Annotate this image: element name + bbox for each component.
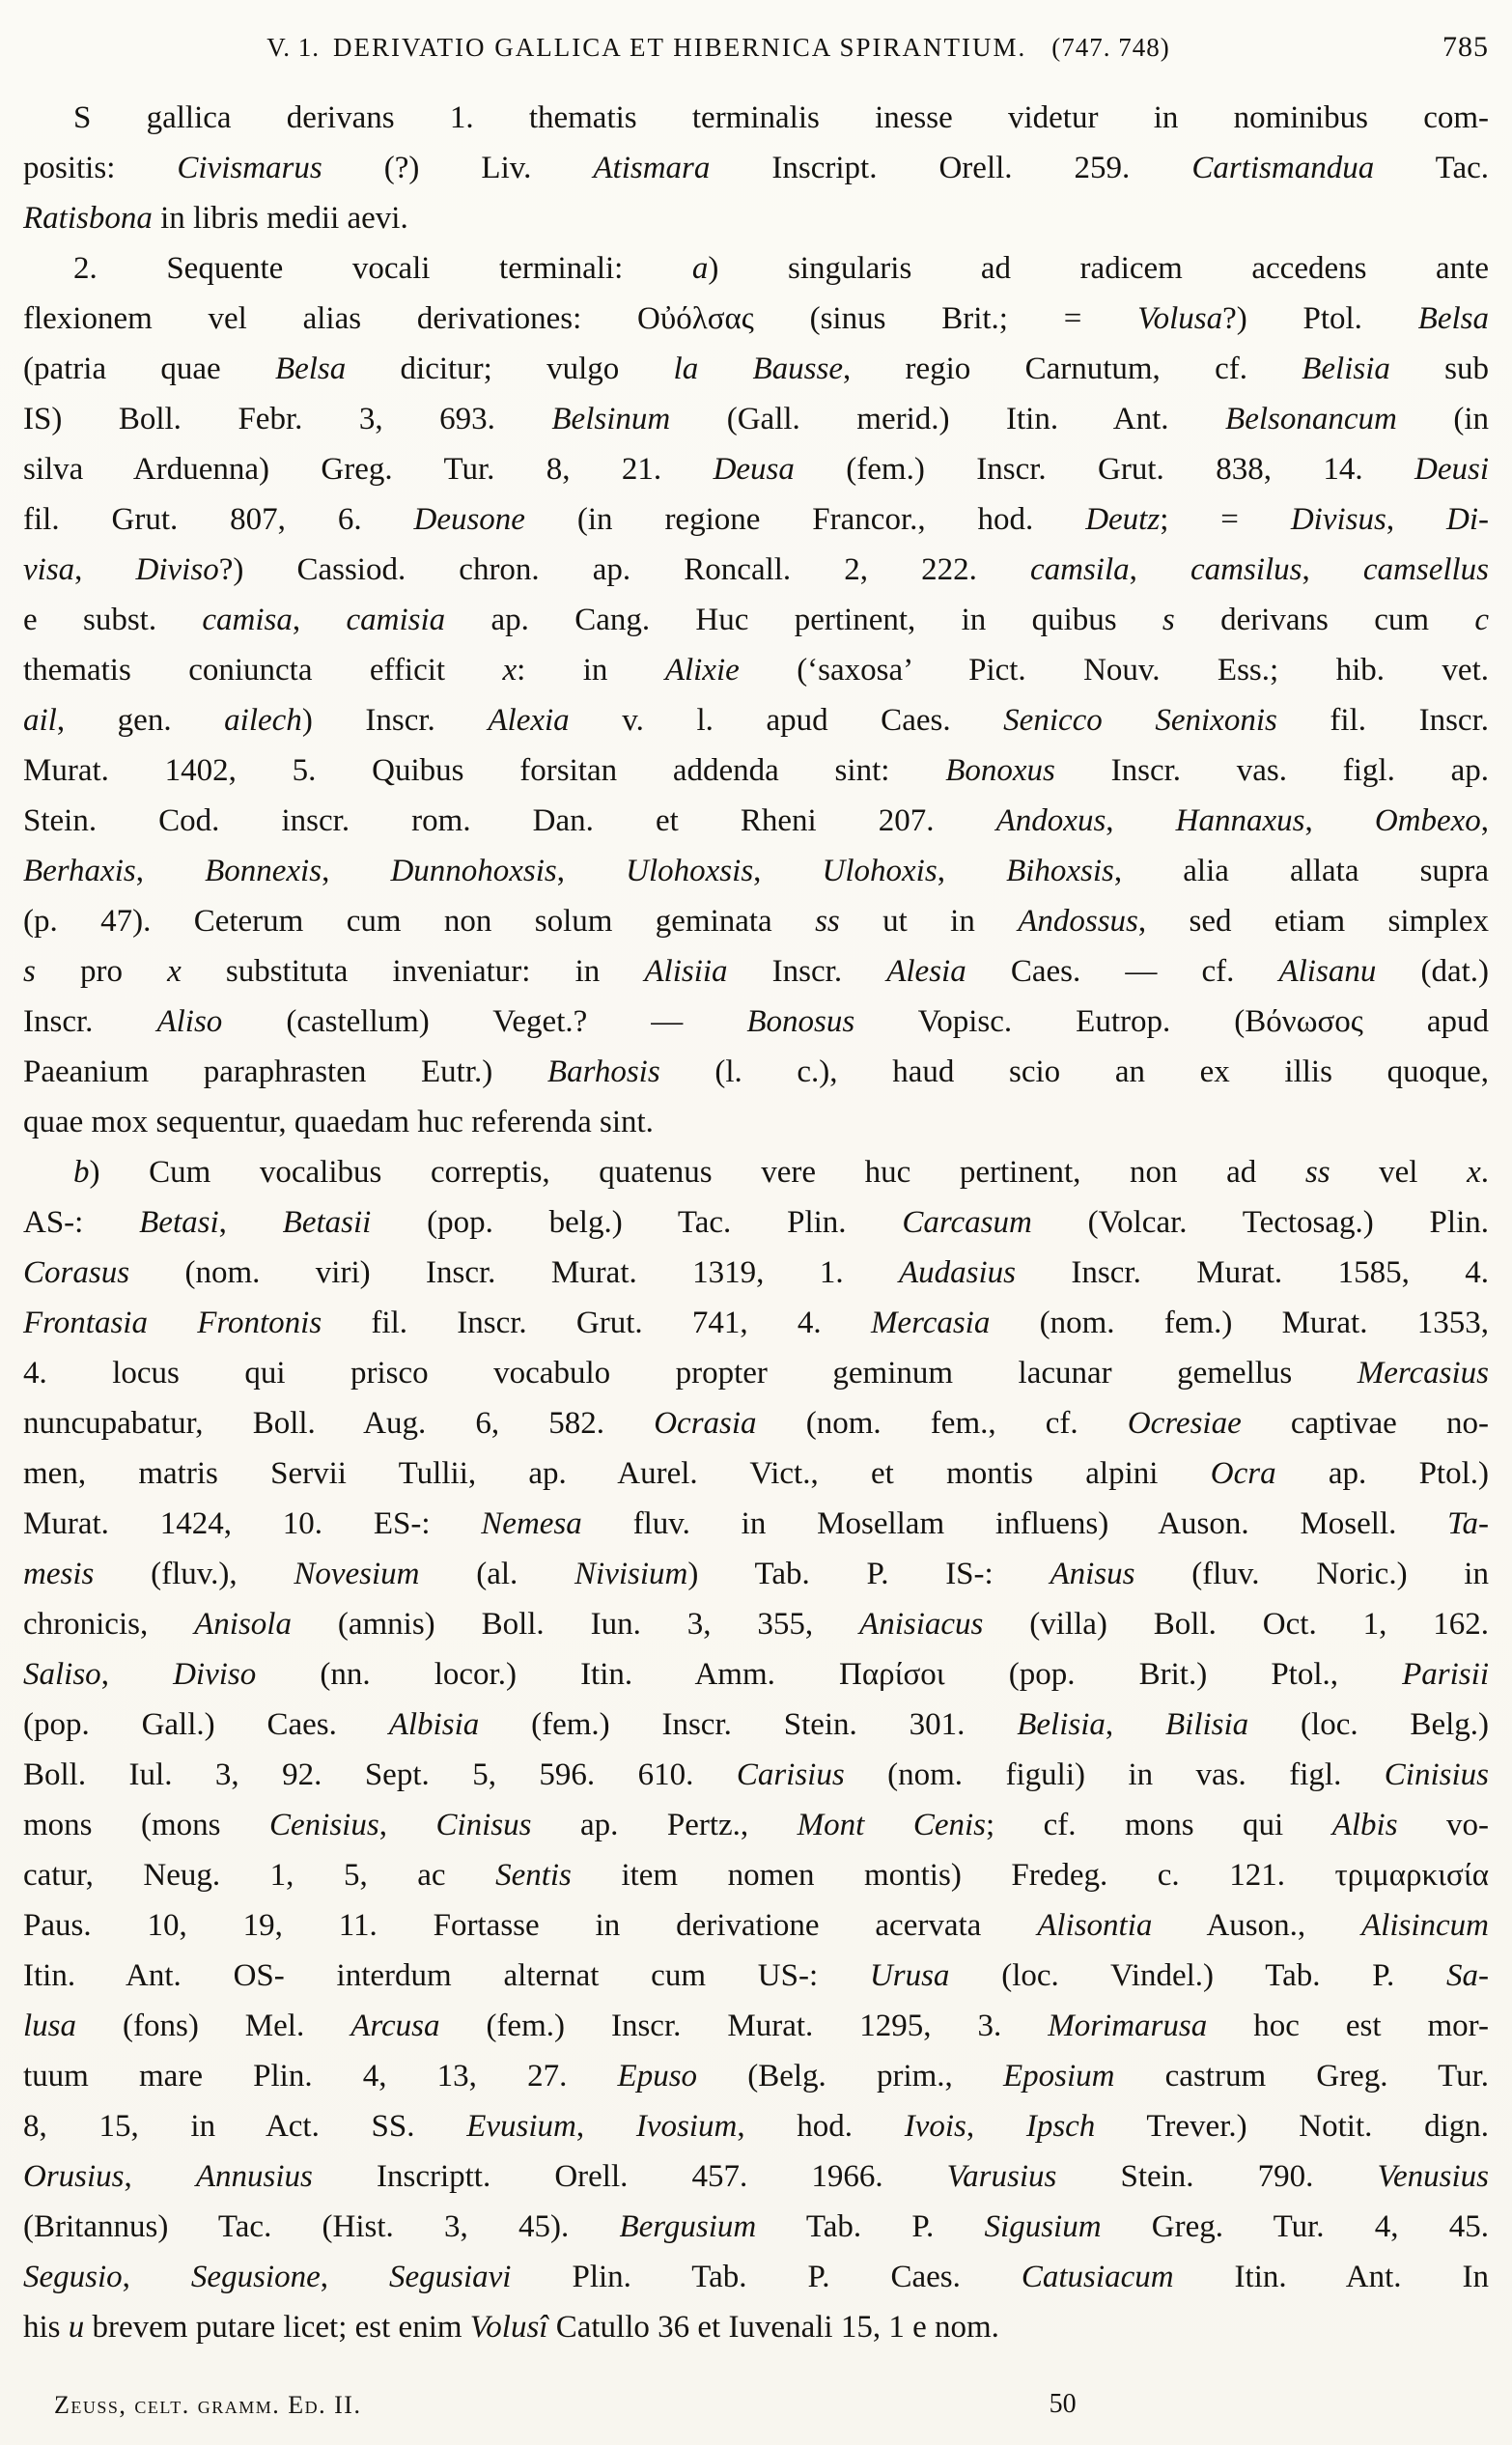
page-number: 785 [1442, 31, 1489, 63]
header-title-group [23, 32, 1414, 65]
text-line: fil. Grut. 807, 6. Deusone (in regione Francor., hod. Deutz; = Divisus, Di- [23, 501, 1489, 537]
text-line: Segusio, Segusione, Segusiavi Plin. Tab. P. Caes. Catusiacum Itin. Ant. In [23, 2259, 1490, 2294]
text-line: quae mox sequentur, quaedam huc referenda sint. [23, 1104, 654, 1139]
text-line: men, matris Servii Tullii, ap. Aurel. Vict., et montis alpini Ocra ap. Ptol.) [23, 1455, 1490, 1491]
text-line: Murat. 1402, 5. Quibus forsitan addenda sint: Bonoxus Inscr. vas. figl. ap. [23, 752, 1490, 788]
chapter-number: V. 1. [266, 33, 321, 62]
text-line: Murat. 1424, 10. ES-: Nemesa fluv. in Mosellam influens) Auson. Mosell. Ta- [23, 1505, 1489, 1541]
text-line: (pop. Gall.) Caes. Albisia (fem.) Inscr. Stein. 301. Belisia, Bilisia (loc. Belg.) [23, 1706, 1489, 1742]
text-line: 8, 15, in Act. SS. Evusium, Ivosium, hod. Ivois, Ipsch Trever.) Notit. dign. [23, 2108, 1490, 2144]
text-line: flexionem vel alias derivationes: Οὐόλσας (sinus Brit.; = Volusa?) Ptol. Belsa [23, 300, 1489, 336]
text-line: visa, Diviso?) Cassiod. chron. ap. Roncall. 2, 222. camsila, camsilus, camsellus [23, 551, 1490, 587]
text-line: IS) Boll. Febr. 3, 693. Belsinum (Gall. merid.) Itin. Ant. Belsonancum (in [23, 401, 1489, 436]
text-line: Boll. Iul. 3, 92. Sept. 5, 596. 610. Carisius (nom. figuli) in vas. figl. Cinisius [23, 1756, 1489, 1792]
text-line: Berhaxis, Bonnexis, Dunnohoxsis, Ulohoxsis, Ulohoxis, Bihoxsis, alia allata supra [23, 853, 1490, 888]
text-line: catur, Neug. 1, 5, ac Sentis item nomen montis) Fredeg. c. 121. τριμαρκισία [23, 1857, 1490, 1893]
text-line: ail, gen. ailech) Inscr. Alexia v. l. apud Caes. Senicco Senixonis fil. Inscr. [23, 702, 1489, 738]
text-line: Itin. Ant. OS- interdum alternat cum US-: Urusa (loc. Vindel.) Tab. P. Sa- [23, 1957, 1489, 1993]
text-line: mesis (fluv.), Novesium (al. Nivisium) Tab. P. IS-: Anisus (fluv. Noric.) in [23, 1556, 1489, 1591]
text-line: Inscr. Aliso (castellum) Veget.? — Bonosus Vopisc. Eutrop. (Βόνωσος apud [23, 1003, 1489, 1039]
text-line: (p. 47). Ceterum cum non solum geminata ss ut in Andossus, sed etiam simplex [23, 903, 1489, 939]
chapter-title: DERIVATIO GALLICA ET HIBERNICA SPIRANTIUM. [333, 33, 1027, 62]
text-line: 2. Sequente vocali terminali: a) singularis ad radicem accedens ante [73, 250, 1489, 286]
text-line: tuum mare Plin. 4, 13, 27. Epuso (Belg. prim., Eposium castrum Greg. Tur. [23, 2058, 1489, 2094]
text-line: b) Cum vocalibus correptis, quatenus vere huc pertinent, non ad ss vel x. [73, 1154, 1489, 1190]
text-line: chronicis, Anisola (amnis) Boll. Iun. 3, 355, Anisiacus (villa) Boll. Oct. 1, 162. [23, 1606, 1489, 1642]
paragraph [23, 1147, 1489, 2352]
text-line: 4. locus qui prisco vocabulo propter geminum lacunar gemellus Mercasius [23, 1355, 1489, 1391]
text-line: lusa (fons) Mel. Arcusa (fem.) Inscr. Murat. 1295, 3. Morimarusa hoc est mor- [23, 2008, 1490, 2043]
text-line: Paus. 10, 19, 11. Fortasse in derivatione acervata Alisontia Auson., Alisincum [23, 1907, 1489, 1943]
text-line: Saliso, Diviso (nn. locor.) Itin. Amm. Παρίσοι (pop. Brit.) Ptol., Parisii [23, 1656, 1489, 1692]
paragraph [23, 243, 1489, 1147]
text-line: Stein. Cod. inscr. rom. Dan. et Rheni 207. Andoxus, Hannaxus, Ombexo, [23, 802, 1490, 838]
text-line: Paeanium paraphrasten Eutr.) Barhosis (l. c.), haud scio an ex illis quoque, [23, 1054, 1489, 1089]
paragraph [23, 93, 1489, 243]
text-line: Orusius, Annusius Inscriptt. Orell. 457. 1966. Varusius Stein. 790. Venusius [23, 2158, 1490, 2194]
text-line: (patria quae Belsa dicitur; vulgo la Bausse, regio Carnutum, cf. Belisia sub [23, 351, 1489, 386]
sheet-number: 50 [1049, 2389, 1077, 2419]
text-line: AS-: Betasi, Betasii (pop. belg.) Tac. Plin. Carcasum (Volcar. Tectosag.) Plin. [23, 1204, 1489, 1240]
text-line: e subst. camisa, camisia ap. Cang. Huc pertinent, in quibus s derivans cum c [23, 602, 1490, 637]
folio-reference: (747. 748) [1051, 33, 1170, 62]
text-line: s pro x substituta inveniatur: in Alisiia Inscr. Alesia Caes. — cf. Alisanu (dat.) [23, 953, 1489, 989]
text-line: thematis coniuncta efficit x: in Alixie (‘saxosa’ Pict. Nouv. Ess.; hib. vet. [23, 652, 1489, 688]
page-body [23, 93, 1489, 2352]
text-line: Corasus (nom. viri) Inscr. Murat. 1319, 1. Audasius Inscr. Murat. 1585, 4. [23, 1254, 1489, 1290]
running-header [23, 29, 1489, 66]
text-line: nuncupabatur, Boll. Aug. 6, 582. Ocrasia (nom. fem., cf. Ocresiae captivae no- [23, 1405, 1489, 1441]
text-line: Ratisbona in libris medii aevi. [23, 200, 408, 236]
text-line: silva Arduenna) Greg. Tur. 8, 21. Deusa (fem.) Inscr. Grut. 838, 14. Deusi [23, 451, 1489, 487]
text-line: S gallica derivans 1. thematis terminalis inesse videtur in nominibus com- [73, 99, 1489, 135]
text-line: (Britannus) Tac. (Hist. 3, 45). Bergusium Tab. P. Sigusium Greg. Tur. 4, 45. [23, 2208, 1489, 2244]
edition-signature: Zeuss, celt. gramm. Ed. II. [54, 2391, 362, 2419]
page-footer [23, 2375, 1489, 2422]
text-line: his u brevem putare licet; est enim Volusî Catullo 36 et Iuvenali 15, 1 e nom. [23, 2309, 999, 2345]
text-line: Frontasia Frontonis fil. Inscr. Grut. 741, 4. Mercasia (nom. fem.) Murat. 1353, [23, 1305, 1489, 1340]
text-line: positis: Civismarus (?) Liv. Atismara Inscript. Orell. 259. Cartismandua Tac. [23, 150, 1490, 185]
text-line: mons (mons Cenisius, Cinisus ap. Pertz., Mont Cenis; cf. mons qui Albis vo- [23, 1807, 1490, 1842]
